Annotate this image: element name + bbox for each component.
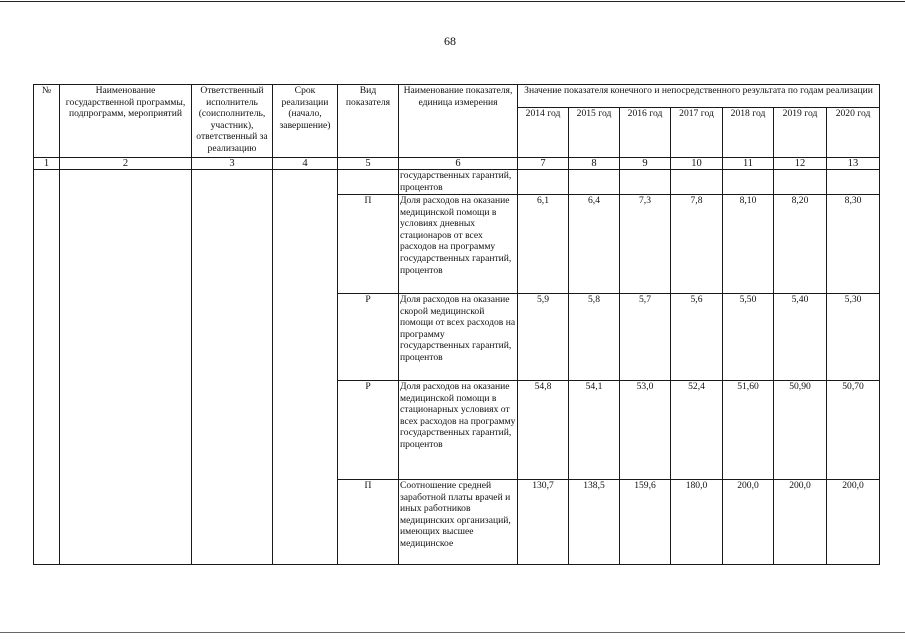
header-year: 2014 год [518, 108, 569, 158]
cell-num-empty [34, 170, 60, 565]
cell-responsible-empty [192, 170, 273, 565]
cell-value: 5,9 [518, 294, 569, 381]
cell-type: П [338, 195, 399, 294]
cell-value: 7,8 [671, 195, 723, 294]
header-col-type: Вид показателя [338, 85, 399, 158]
cell-value: 51,60 [723, 381, 774, 480]
cell-value: 6,1 [518, 195, 569, 294]
header-year: 2019 год [774, 108, 827, 158]
cell-type [338, 170, 399, 195]
header-year: 2016 год [620, 108, 671, 158]
cell-value: 180,0 [671, 480, 723, 565]
header-year: 2017 год [671, 108, 723, 158]
cell-value [827, 170, 880, 195]
cell-value [723, 170, 774, 195]
column-number: 3 [192, 158, 273, 170]
header-col-indicator: Наименование показателя, единица измерения [399, 85, 518, 158]
cell-value: 8,20 [774, 195, 827, 294]
indicators-table [33, 84, 880, 565]
cell-term-empty [273, 170, 338, 565]
cell-value: 54,1 [569, 381, 620, 480]
cell-value [569, 170, 620, 195]
header-year: 2020 год [827, 108, 880, 158]
cell-indicator: государственных гарантий, процентов [399, 170, 518, 195]
cell-value: 200,0 [827, 480, 880, 565]
column-number: 9 [620, 158, 671, 170]
column-number: 8 [569, 158, 620, 170]
top-rule [0, 1, 905, 2]
header-col-responsible: Ответственный исполнитель (соисполнитель, участник), ответственный за реализацию [192, 85, 273, 158]
cell-value: 159,6 [620, 480, 671, 565]
header-col-name: Наименование государственной программы, подпрограмм, мероприятий [60, 85, 192, 158]
column-number: 12 [774, 158, 827, 170]
cell-indicator: Доля расходов на оказание медицинской помощи в условиях дневных стационаров от всех расходов на программу государственных гарантий, процентов [399, 195, 518, 294]
column-number: 11 [723, 158, 774, 170]
cell-name-empty [60, 170, 192, 565]
table-row [34, 170, 880, 195]
header-row-1 [34, 85, 880, 108]
cell-value [671, 170, 723, 195]
column-number: 10 [671, 158, 723, 170]
cell-value: 54,8 [518, 381, 569, 480]
cell-value: 50,70 [827, 381, 880, 480]
cell-value: 5,50 [723, 294, 774, 381]
cell-value: 8,10 [723, 195, 774, 294]
cell-value [774, 170, 827, 195]
cell-value: 5,6 [671, 294, 723, 381]
header-col-values: Значение показателя конечного и непосредственного результата по годам реализации [518, 85, 880, 108]
column-number: 5 [338, 158, 399, 170]
column-number: 7 [518, 158, 569, 170]
cell-value: 5,40 [774, 294, 827, 381]
cell-value: 52,4 [671, 381, 723, 480]
cell-value [620, 170, 671, 195]
column-number: 2 [60, 158, 192, 170]
column-number: 1 [34, 158, 60, 170]
cell-type: Р [338, 381, 399, 480]
cell-value: 200,0 [774, 480, 827, 565]
page-number: 68 [444, 34, 456, 48]
cell-value: 53,0 [620, 381, 671, 480]
cell-value: 5,30 [827, 294, 880, 381]
cell-value: 138,5 [569, 480, 620, 565]
cell-value [518, 170, 569, 195]
column-number: 6 [399, 158, 518, 170]
cell-value: 7,3 [620, 195, 671, 294]
cell-type: П [338, 480, 399, 565]
cell-indicator: Соотношение средней заработной платы врачей и иных работников медицинских организаций, имеющих высшее медицинское [399, 480, 518, 565]
cell-type: Р [338, 294, 399, 381]
cell-value: 200,0 [723, 480, 774, 565]
cell-value: 8,30 [827, 195, 880, 294]
column-number: 4 [273, 158, 338, 170]
cell-value: 5,7 [620, 294, 671, 381]
cell-value: 130,7 [518, 480, 569, 565]
cell-indicator: Доля расходов на оказание медицинской помощи в стационарных условиях от всех расходов на программу государственных гарантий, процентов [399, 381, 518, 480]
column-number-row [34, 158, 880, 170]
cell-indicator: Доля расходов на оказание скорой медицинской помощи от всех расходов на программу государственных гарантий, процентов [399, 294, 518, 381]
cell-value: 5,8 [569, 294, 620, 381]
header-year: 2015 год [569, 108, 620, 158]
cell-value: 6,4 [569, 195, 620, 294]
bottom-rule [0, 632, 905, 633]
header-col-num: № [34, 85, 60, 158]
header-col-term: Срок реализации (начало, завершение) [273, 85, 338, 158]
column-number: 13 [827, 158, 880, 170]
cell-value: 50,90 [774, 381, 827, 480]
header-year: 2018 год [723, 108, 774, 158]
